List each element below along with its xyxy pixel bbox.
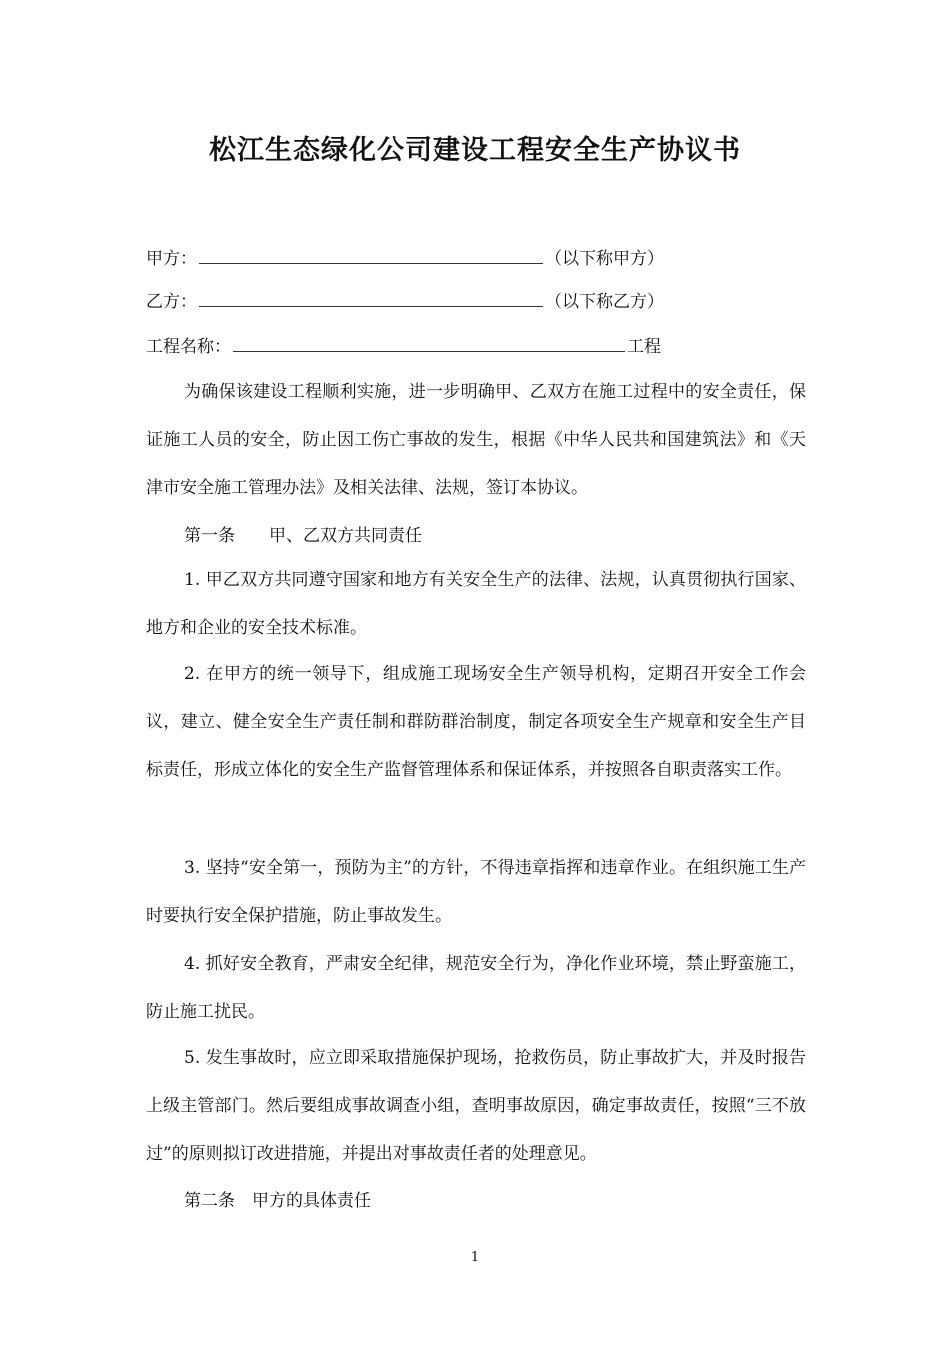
intro-paragraph: 为确保该建设工程顺利实施，进一步明确甲、乙双方在施工过程中的安全责任，保证施工人员的安全，防止因工伤亡事故的发生，根据《中华人民共和国建筑法》和《天津市安全施工管理办法》及相关法律、法规，签订本协议。 (146, 382, 806, 498)
list-item: 4. 抓好安全教育，严肃安全纪律，规范安全行为，净化作业环境，禁止野蛮施工，防止施工扰民。 (146, 954, 806, 1022)
party-a-line (146, 247, 664, 271)
party-b-suffix: （以下称乙方） (545, 292, 664, 312)
project-name-blank (233, 337, 625, 352)
party-b-blank (199, 292, 543, 307)
document-title: 松江生态绿化公司建设工程安全生产协议书 (209, 135, 741, 166)
list-item: 1. 甲乙双方共同遵守国家和地方有关安全生产的法律、法规，认真贯彻执行国家、地方和企业的安全技术标准。 (146, 570, 806, 638)
party-a-label: 甲方： (146, 249, 197, 269)
project-name-line (146, 335, 661, 359)
party-b-label: 乙方： (146, 292, 197, 312)
party-a-blank (199, 249, 543, 264)
party-a-suffix: （以下称甲方） (545, 249, 664, 269)
list-item: 3. 坚持“安全第一，预防为主”的方针，不得违章指挥和违章作业。在组织施工生产时要执行安全保护措施，防止事故发生。 (146, 858, 806, 926)
page-number: 1 (470, 1250, 480, 1265)
list-item: 5. 发生事故时，应立即采取措施保护现场，抢救伤员，防止事故扩大，并及时报告上级主管部门。然后要组成事故调查小组，查明事故原因，确定事故责任，按照“三不放过”的原则拟订改进措施，并提出对事故责任者的处理意见。 (146, 1048, 806, 1164)
list-item: 2. 在甲方的统一领导下，组成施工现场安全生产领导机构，定期召开安全工作会议，建立、健全安全生产责任制和群防群治制度，制定各项安全生产规章和安全生产目标责任，形成立体化的安全生产监督管理体系和保证体系，并按照各自职责落实工作。 (146, 664, 806, 780)
article-2-heading: 第二条 甲方的具体责任 (184, 1191, 371, 1211)
party-b-line (146, 290, 664, 314)
project-name-suffix: 工程 (627, 337, 661, 357)
article-1-heading: 第一条 甲、乙双方共同责任 (184, 526, 422, 546)
project-name-label: 工程名称： (146, 337, 231, 357)
